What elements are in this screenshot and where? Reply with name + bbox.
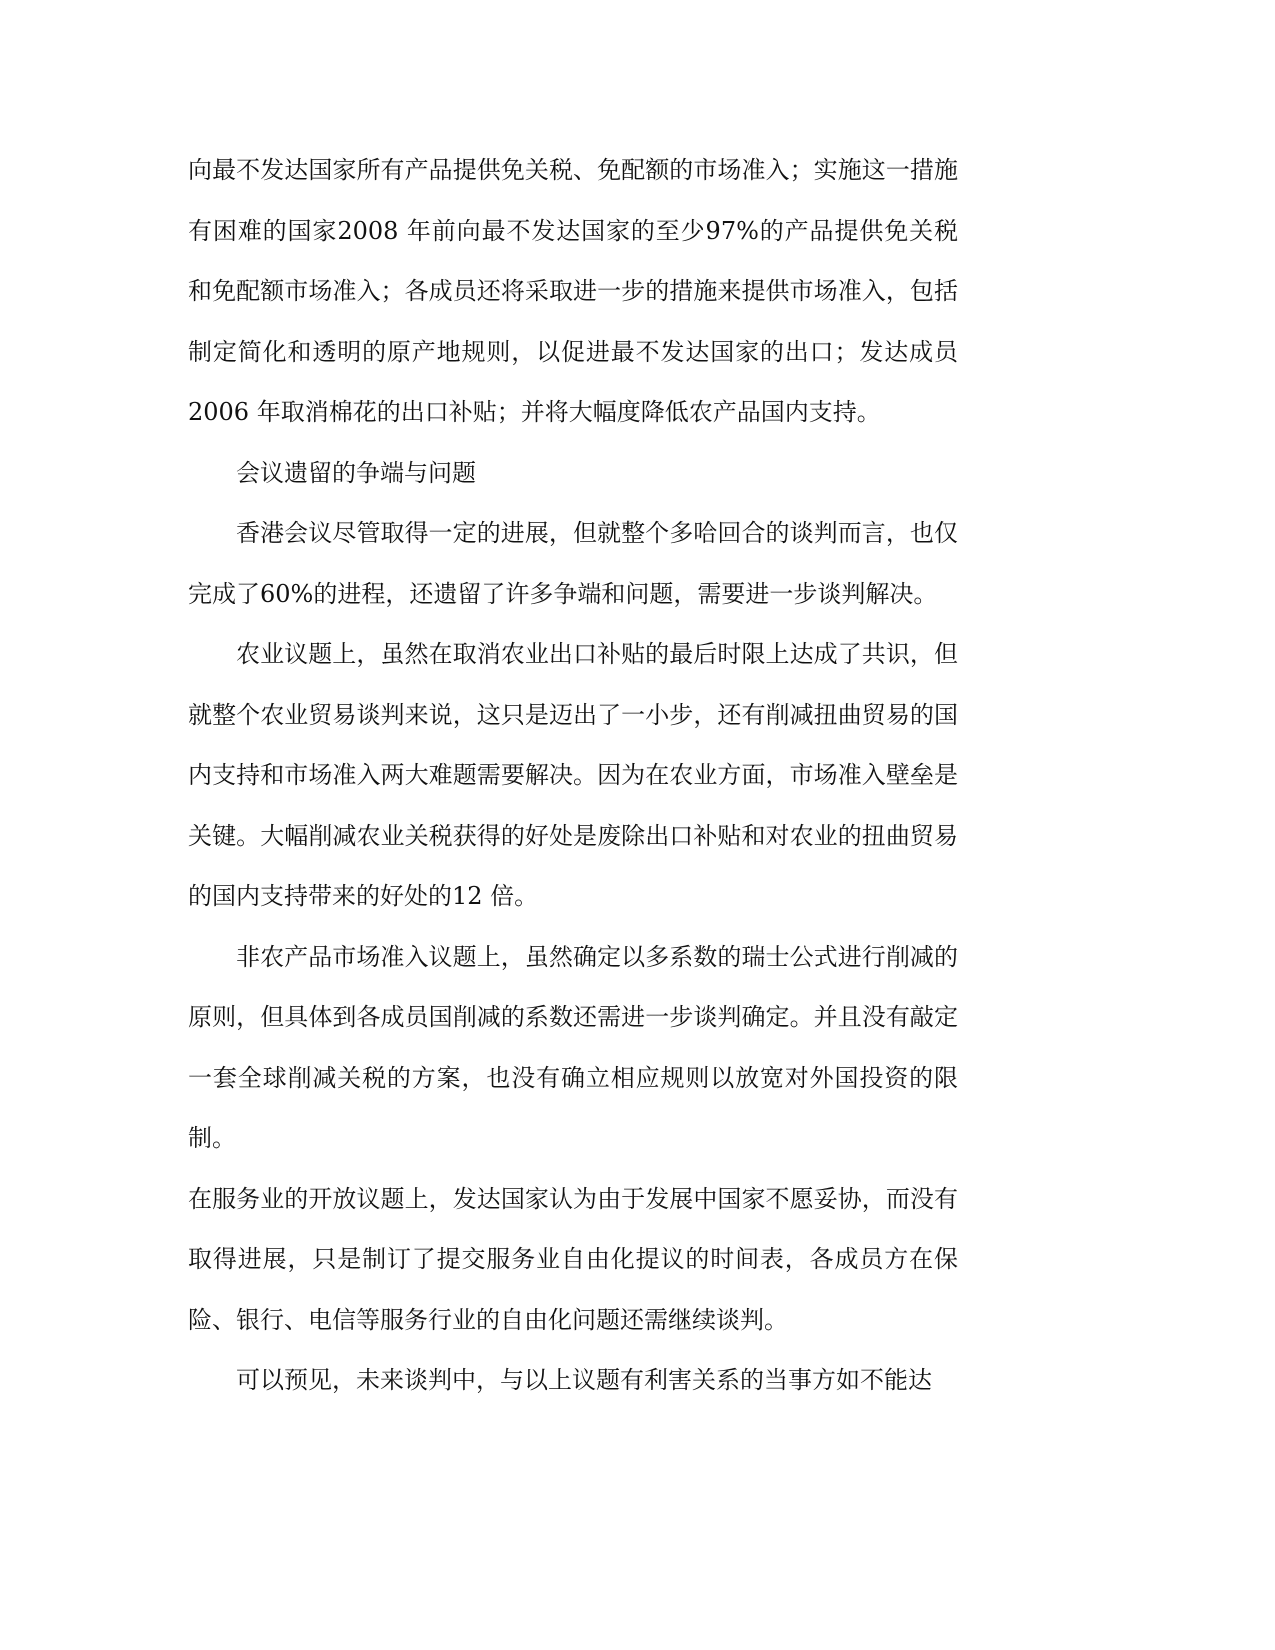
paragraph-market-access: 向最不发达国家所有产品提供免关税、免配额的市场准入；实施这一措施有困难的国家2008 年前向最不发达国家的至少97%的产品提供免关税和免配额市场准入；各成员还将采取进一步的措施来提供市场准入，包括制定简化和透明的原产地规则，以促进最不发达国家的出口；发达成员2006 年取消棉花的出口补贴；并将大幅度降低农产品国内支持。	[188, 156, 958, 426]
paragraph-services: 在服务业的开放议题上，发达国家认为由于发展中国家不愿妥协，而没有取得进展，只是制订了提交服务业自由化提议的时间表，各成员方在保险、银行、电信等服务行业的自由化问题还需继续谈判。	[188, 1184, 958, 1334]
paragraph-outlook: 可以预见，未来谈判中，与以上议题有利害关系的当事方如不能达	[236, 1366, 932, 1394]
document-body	[188, 140, 958, 1411]
section-heading: 会议遗留的争端与问题	[236, 458, 476, 487]
paragraph-hong-kong-meeting: 香港会议尽管取得一定的进展，但就整个多哈回合的谈判而言，也仅完成了60%的进程，还遗留了许多争端和问题，需要进一步谈判解决。	[188, 519, 958, 608]
paragraph-non-agricultural: 非农产品市场准入议题上，虽然确定以多系数的瑞士公式进行削减的原则，但具体到各成员国削减的系数还需进一步谈判确定。并且没有敲定一套全球削减关税的方案，也没有确立相应规则以放宽对外国投资的限制。	[188, 942, 958, 1152]
paragraph-agriculture: 农业议题上，虽然在取消农业出口补贴的最后时限上达成了共识，但就整个农业贸易谈判来说，这只是迈出了一小步，还有削减扭曲贸易的国内支持和市场准入两大难题需要解决。因为在农业方面，市场准入壁垒是关键。大幅削减农业关税获得的好处是废除出口补贴和对农业的扭曲贸易的国内支持带来的好处的12 倍。	[188, 640, 958, 910]
